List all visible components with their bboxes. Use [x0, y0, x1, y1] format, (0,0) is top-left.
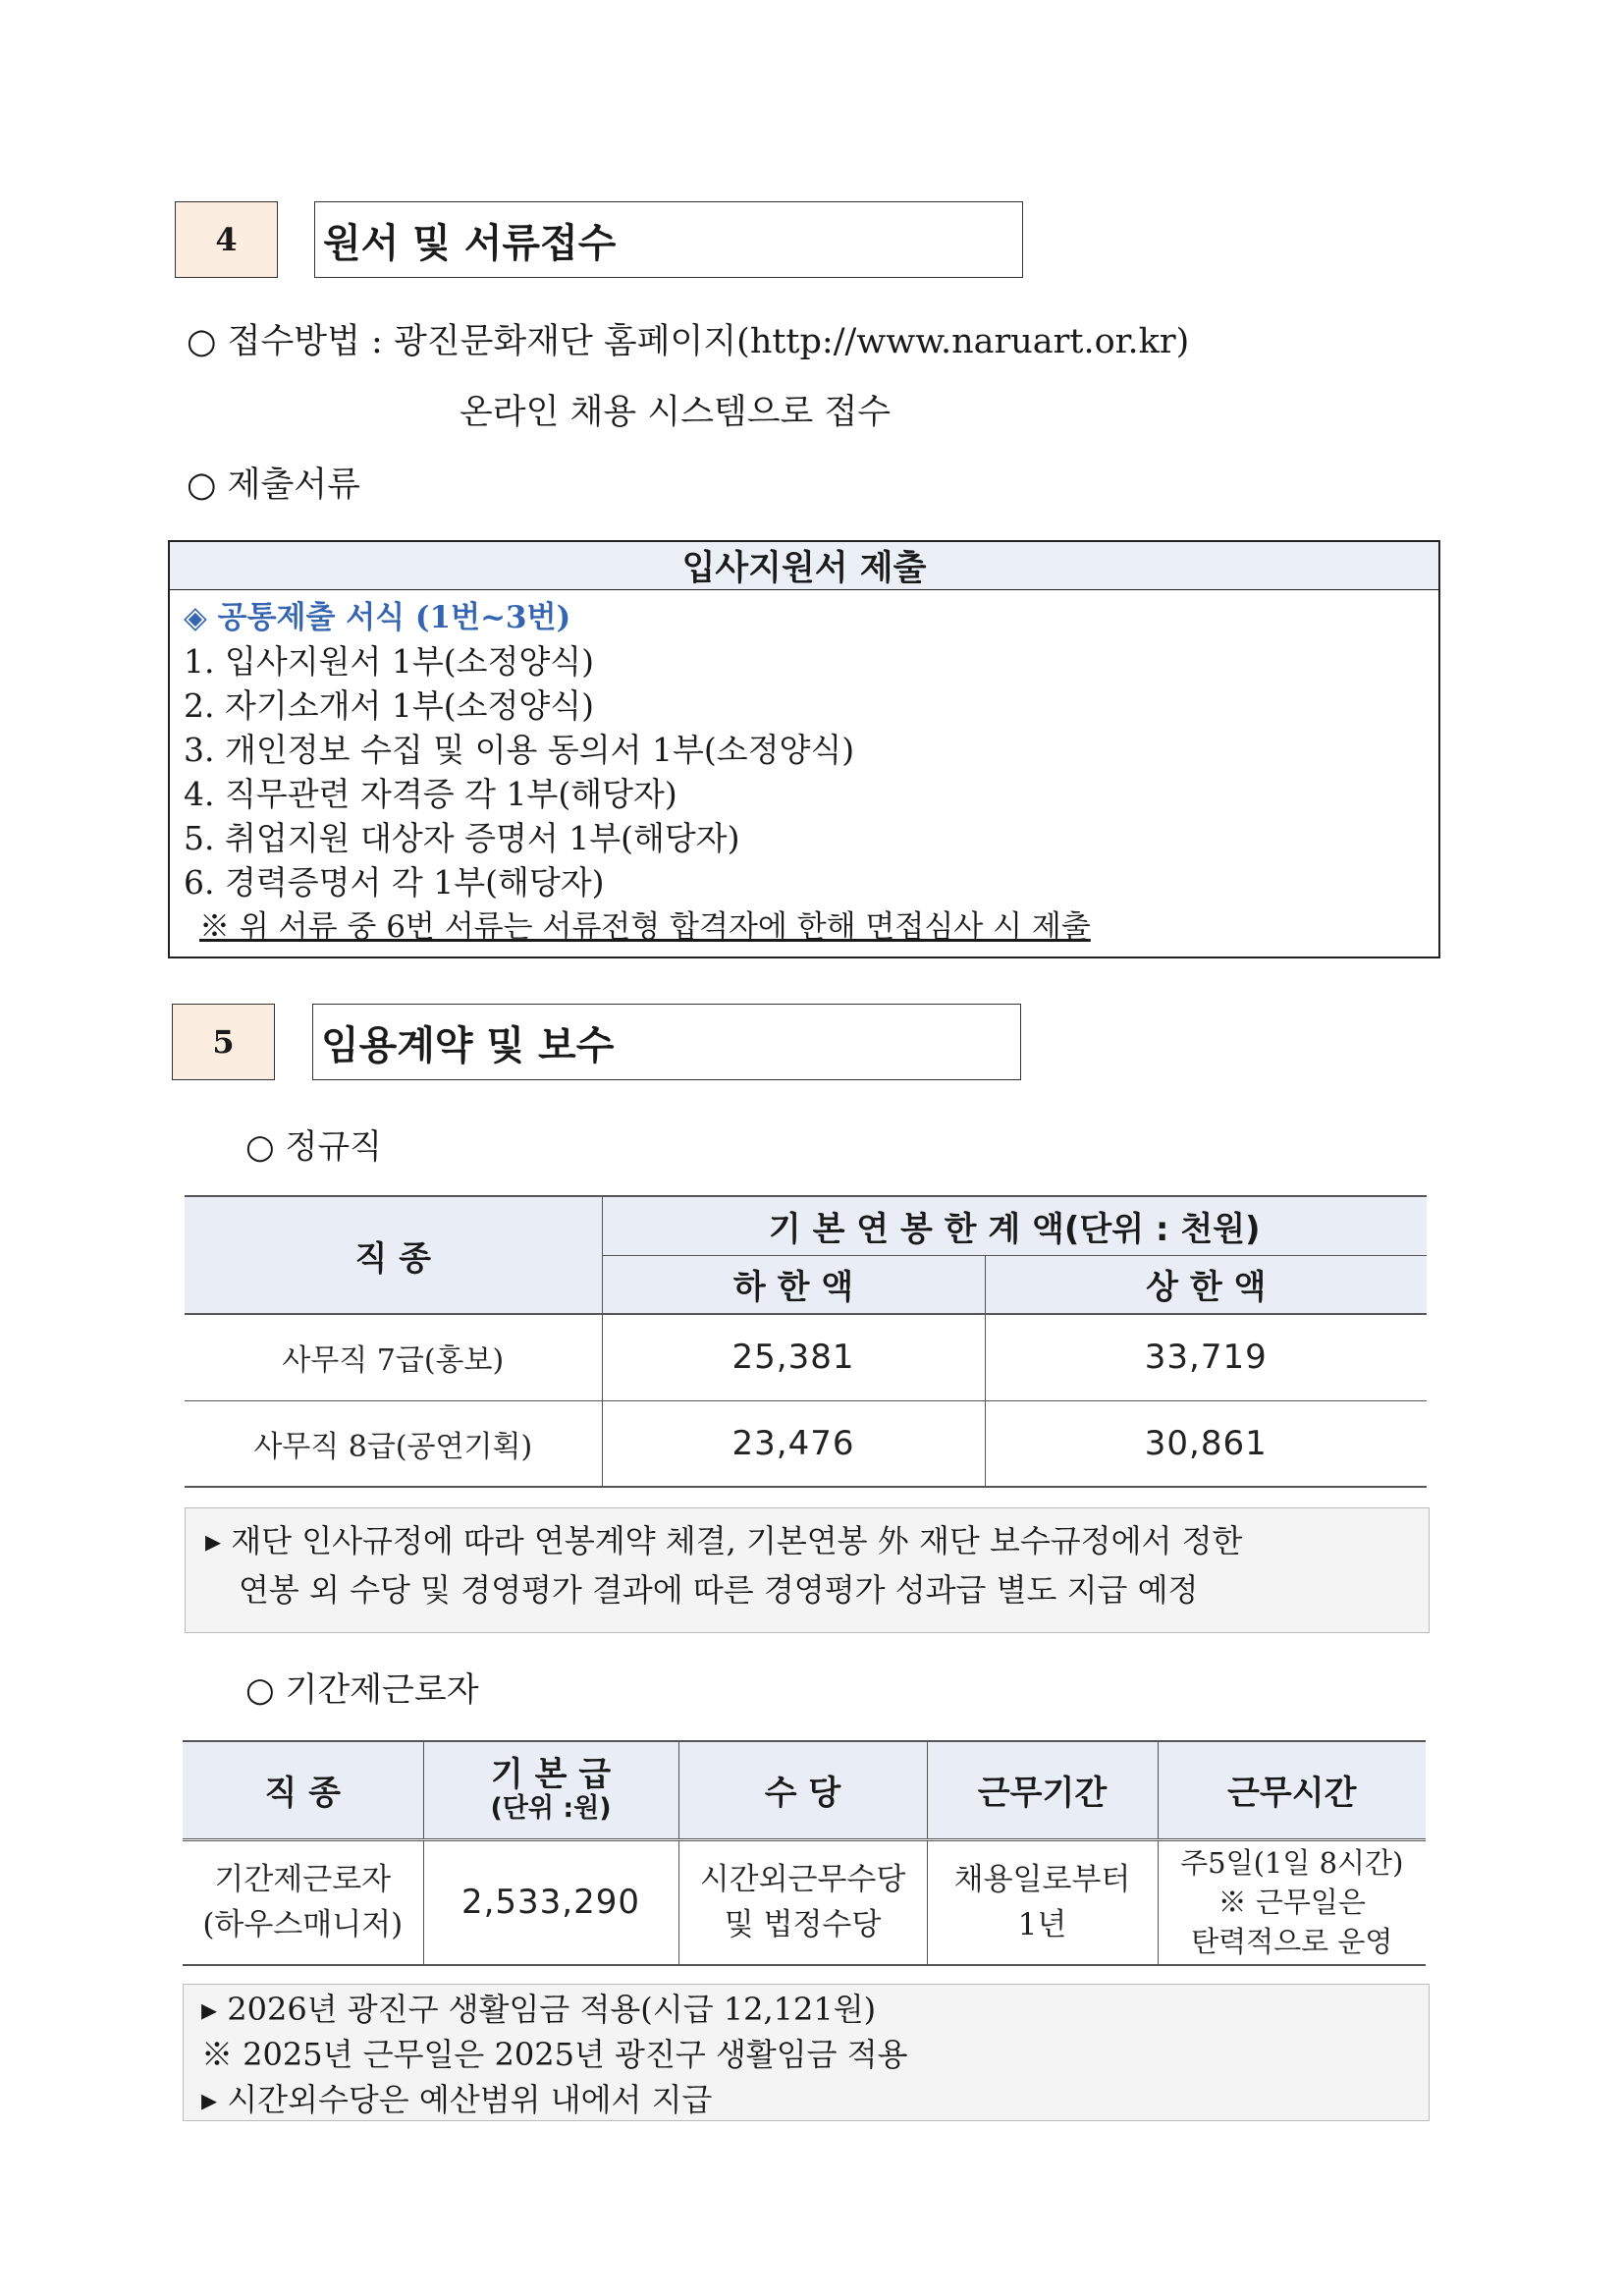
documents-list: [170, 590, 1438, 950]
section-number-4: 4: [175, 201, 278, 278]
document-item-3: 3. 개인정보 수집 및 이용 동의서 1부(소정양식): [184, 731, 855, 769]
regular-note-line-1: ▸ 재단 인사규정에 따라 연봉계약 체결, 기본연봉 外 재단 보수규정에서 정한: [205, 1522, 1243, 1559]
regular-label: ○ 정규직: [245, 1127, 383, 1167]
pay-cell: 2,533,290: [423, 1839, 678, 1965]
period-line-1: 채용일로부터: [953, 1862, 1131, 1898]
col-salary-group-header: 기 본 연 봉 한 계 액(단위 : 천원): [602, 1196, 1427, 1255]
job-cell: 사무직 7급(홍보): [185, 1314, 602, 1400]
allowance-cell: [678, 1839, 927, 1965]
col-hours-header: 근무시간: [1158, 1741, 1426, 1839]
table-row: [185, 1314, 1427, 1400]
col-pay-unit: (단위 :원): [490, 1792, 612, 1824]
contract-label: ○ 기간제근로자: [245, 1670, 479, 1710]
col-period-header: 근무기간: [927, 1741, 1158, 1839]
apply-method-continuation: 온라인 채용 시스템으로 접수: [460, 393, 892, 432]
hours-line-3: 탄력적으로 운영: [1191, 1925, 1393, 1959]
min-cell: 25,381: [602, 1314, 985, 1400]
document-item-6: 6. 경력증명서 각 1부(해당자): [184, 863, 605, 902]
regular-note-box: [185, 1507, 1430, 1633]
document-item-5: 5. 취업지원 대상자 증명서 1부(해당자): [184, 819, 740, 857]
contract-note-box: [183, 1984, 1430, 2121]
col-pay-label: 기 본 급: [490, 1755, 612, 1795]
contract-note-line-3: ▸ 시간외수당은 예산범위 내에서 지급: [201, 2081, 713, 2118]
table-row: [183, 1839, 1426, 1965]
section-title-4: 원서 및 서류접수: [314, 201, 1023, 278]
documents-subheader: ◈ 공통제출 서식 (1번~3번): [184, 600, 571, 635]
hours-cell: [1158, 1839, 1426, 1965]
documents-box-header: 입사지원서 제출: [170, 542, 1438, 590]
max-cell: 30,861: [985, 1400, 1427, 1487]
document-item-4: 4. 직무관련 자격증 각 1부(해당자): [184, 775, 677, 813]
apply-method-text: ○ 접수방법 : 광진문화재단 홈페이지(http://www.naruart.or.kr): [187, 322, 1190, 361]
document-item-2: 2. 자기소개서 1부(소정양식): [184, 686, 594, 725]
col-job-header: 직 종: [183, 1741, 423, 1839]
period-cell: [927, 1839, 1158, 1965]
period-line-2: 1년: [1017, 1907, 1067, 1943]
contract-salary-table: [183, 1740, 1426, 1966]
regular-salary-table: [185, 1195, 1427, 1488]
contract-note-line-1: ▸ 2026년 광진구 생활임금 적용(시급 12,121원): [201, 1991, 877, 2028]
table-row: [185, 1400, 1427, 1487]
documents-box: [168, 540, 1440, 958]
section-title-5: 임용계약 및 보수: [312, 1004, 1021, 1080]
job-cell: 사무직 8급(공연기획): [185, 1400, 602, 1487]
job-cell: [183, 1839, 423, 1965]
job-line-2: (하우스매니저): [202, 1907, 404, 1943]
job-line-1: 기간제근로자: [214, 1862, 392, 1898]
col-max-header: 상 한 액: [985, 1255, 1427, 1314]
col-pay-header: [423, 1741, 678, 1839]
document-item-1: 1. 입사지원서 1부(소정양식): [184, 642, 594, 681]
docs-label: ○ 제출서류: [187, 465, 360, 505]
section-number-5: 5: [172, 1004, 275, 1080]
hours-line-2: ※ 근무일은: [1217, 1886, 1366, 1920]
allowance-line-2: 및 법정수당: [724, 1907, 882, 1943]
col-allowance-header: 수 당: [678, 1741, 927, 1839]
col-job-header: 직 종: [185, 1196, 602, 1314]
documents-note: ※ 위 서류 중 6번 서류는 서류전형 합격자에 한해 면접심사 시 제출: [199, 909, 1091, 945]
hours-line-1: 주5일(1일 8시간): [1180, 1846, 1404, 1881]
min-cell: 23,476: [602, 1400, 985, 1487]
max-cell: 33,719: [985, 1314, 1427, 1400]
regular-note-line-2: 연봉 외 수당 및 경영평가 결과에 따른 경영평가 성과급 별도 지급 예정: [239, 1571, 1199, 1609]
contract-note-line-2: ※ 2025년 근무일은 2025년 광진구 생활임금 적용: [201, 2036, 908, 2073]
allowance-line-1: 시간외근무수당: [699, 1862, 906, 1898]
col-min-header: 하 한 액: [602, 1255, 985, 1314]
